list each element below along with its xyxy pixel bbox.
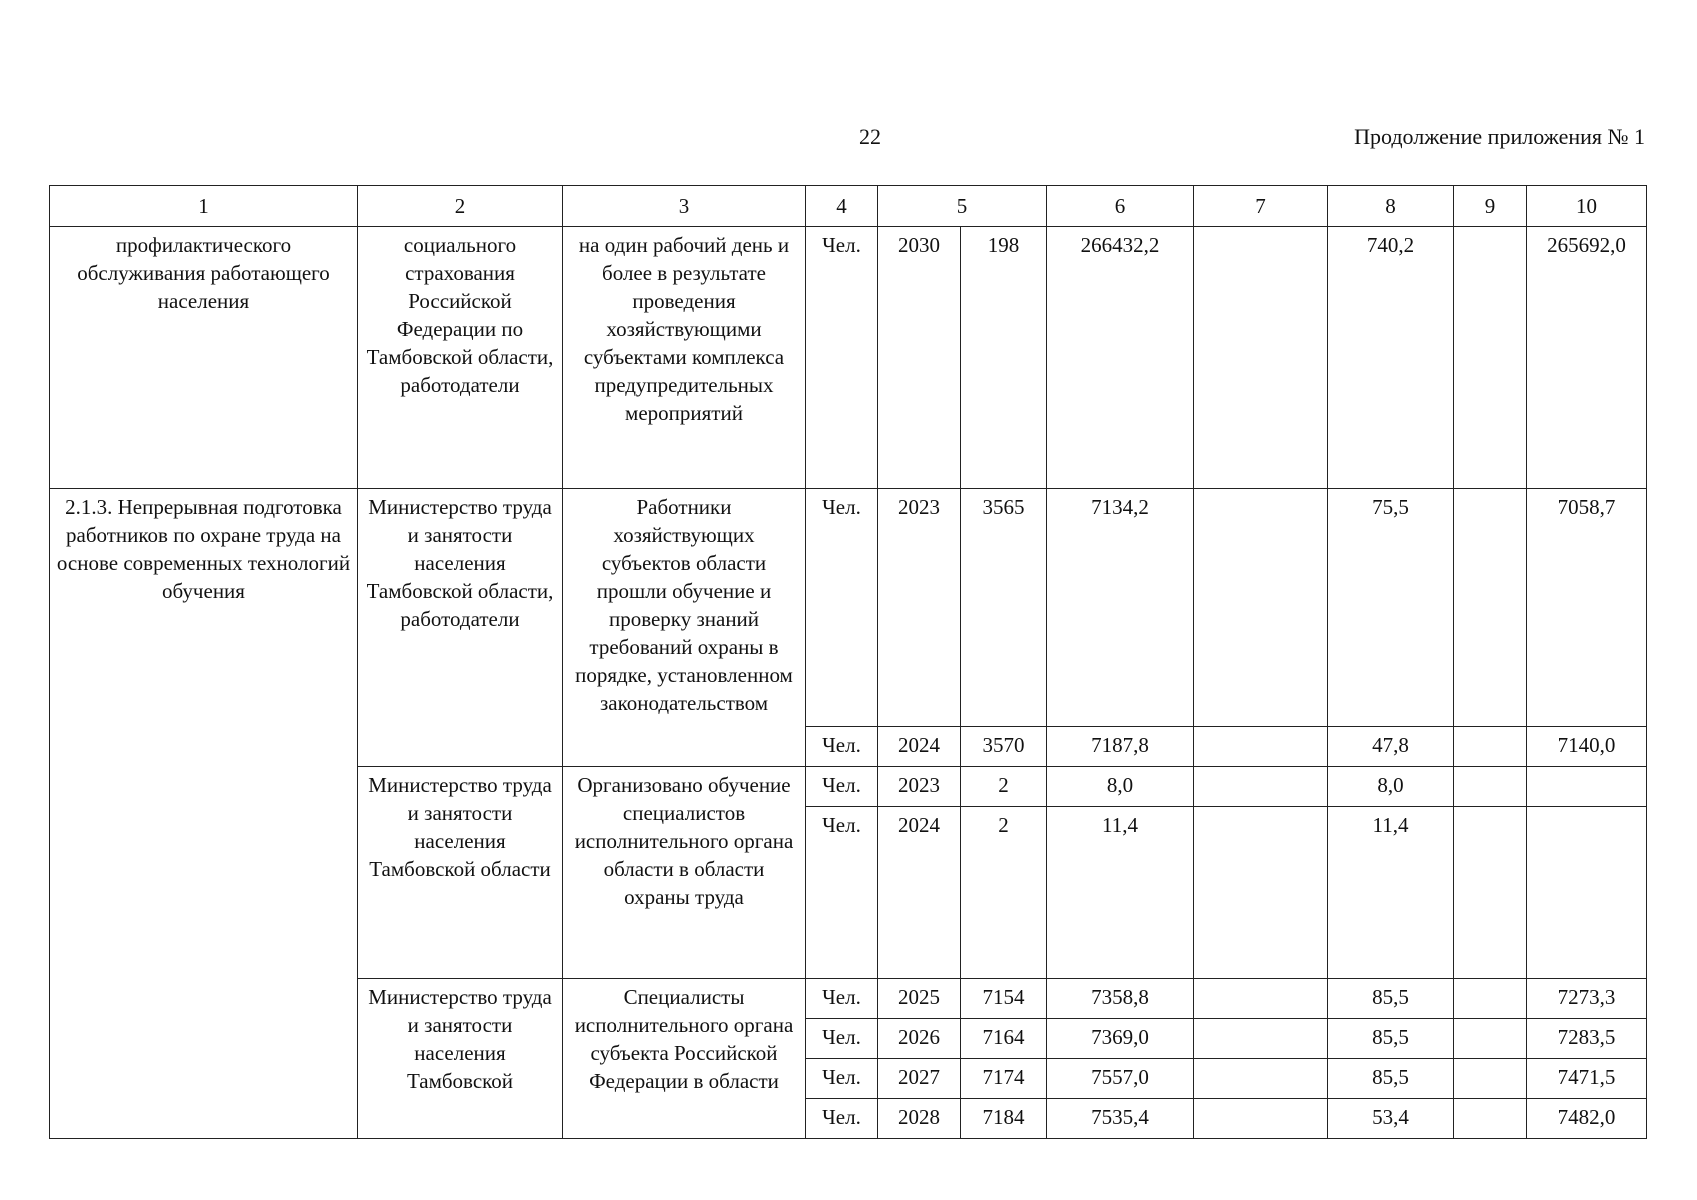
col10-cell: 7058,7	[1527, 489, 1647, 727]
header-col-5: 5	[878, 186, 1047, 227]
responsible-cell: Министерство труда и занятости населения Тамбовской области	[358, 767, 563, 979]
col10-cell	[1527, 807, 1647, 979]
col8-cell: 85,5	[1328, 1059, 1454, 1099]
col10-cell: 265692,0	[1527, 227, 1647, 489]
col9-cell	[1454, 489, 1527, 727]
col10-cell: 7273,3	[1527, 979, 1647, 1019]
total-cell: 7187,8	[1047, 727, 1194, 767]
header-col-7: 7	[1194, 186, 1328, 227]
col8-cell: 75,5	[1328, 489, 1454, 727]
unit-cell: Чел.	[806, 1019, 878, 1059]
total-cell: 8,0	[1047, 767, 1194, 807]
col7-cell	[1194, 807, 1328, 979]
unit-cell: Чел.	[806, 1059, 878, 1099]
col8-cell: 8,0	[1328, 767, 1454, 807]
col8-cell: 740,2	[1328, 227, 1454, 489]
col10-cell: 7140,0	[1527, 727, 1647, 767]
col8-cell: 85,5	[1328, 979, 1454, 1019]
total-cell: 7369,0	[1047, 1019, 1194, 1059]
table-row	[50, 489, 1647, 727]
responsible-cell: Министерство труда и занятости населения Тамбовской	[358, 979, 563, 1139]
header-col-4: 4	[806, 186, 878, 227]
year-cell: 2023	[878, 767, 961, 807]
col8-cell: 11,4	[1328, 807, 1454, 979]
indicator-cell: Работники хозяйствующих субъектов области прошли обучение и проверку знаний требований охраны в порядке, установленном законодательством	[563, 489, 806, 767]
col8-cell: 85,5	[1328, 1019, 1454, 1059]
col7-cell	[1194, 227, 1328, 489]
col10-cell	[1527, 767, 1647, 807]
value-cell: 7184	[961, 1099, 1047, 1139]
total-cell: 7535,4	[1047, 1099, 1194, 1139]
unit-cell: Чел.	[806, 489, 878, 727]
unit-cell: Чел.	[806, 807, 878, 979]
col7-cell	[1194, 1099, 1328, 1139]
total-cell: 7134,2	[1047, 489, 1194, 727]
indicator-cell: Организовано обучение специалистов исполнительного органа области в области охраны труда	[563, 767, 806, 979]
header-col-2: 2	[358, 186, 563, 227]
indicator-cell: на один рабочий день и более в результате проведения хозяйствующими субъектами комплекса предупредительных мероприятий	[563, 227, 806, 489]
unit-cell: Чел.	[806, 767, 878, 807]
value-cell: 3570	[961, 727, 1047, 767]
col7-cell	[1194, 979, 1328, 1019]
col7-cell	[1194, 767, 1328, 807]
value-cell: 7174	[961, 1059, 1047, 1099]
col7-cell	[1194, 489, 1328, 727]
total-cell: 7358,8	[1047, 979, 1194, 1019]
col9-cell	[1454, 807, 1527, 979]
year-cell: 2024	[878, 807, 961, 979]
total-cell: 7557,0	[1047, 1059, 1194, 1099]
header-col-6: 6	[1047, 186, 1194, 227]
col8-cell: 53,4	[1328, 1099, 1454, 1139]
year-cell: 2025	[878, 979, 961, 1019]
col8-cell: 47,8	[1328, 727, 1454, 767]
header-col-3: 3	[563, 186, 806, 227]
unit-cell: Чел.	[806, 979, 878, 1019]
col9-cell	[1454, 767, 1527, 807]
unit-cell: Чел.	[806, 227, 878, 489]
header-col-1: 1	[50, 186, 358, 227]
value-cell: 7164	[961, 1019, 1047, 1059]
col7-cell	[1194, 1019, 1328, 1059]
col10-cell: 7283,5	[1527, 1019, 1647, 1059]
value-cell: 2	[961, 807, 1047, 979]
col7-cell	[1194, 1059, 1328, 1099]
col10-cell: 7471,5	[1527, 1059, 1647, 1099]
value-cell: 3565	[961, 489, 1047, 727]
header-col-8: 8	[1328, 186, 1454, 227]
measure-name-cell: профилактического обслуживания работающего населения	[50, 227, 358, 489]
responsible-cell: Министерство труда и занятости населения Тамбовской области, работодатели	[358, 489, 563, 767]
value-cell: 2	[961, 767, 1047, 807]
total-cell: 266432,2	[1047, 227, 1194, 489]
indicator-cell: Специалисты исполнительного органа субъекта Российской Федерации в области	[563, 979, 806, 1139]
col9-cell	[1454, 1099, 1527, 1139]
header-row	[50, 186, 1647, 227]
year-cell: 2027	[878, 1059, 961, 1099]
year-cell: 2030	[878, 227, 961, 489]
appendix-table	[49, 185, 1647, 1139]
unit-cell: Чел.	[806, 1099, 878, 1139]
year-cell: 2026	[878, 1019, 961, 1059]
col10-cell: 7482,0	[1527, 1099, 1647, 1139]
unit-cell: Чел.	[806, 727, 878, 767]
appendix-continuation-note: Продолжение приложения № 1	[1354, 124, 1645, 149]
responsible-cell: социального страхования Российской Федерации по Тамбовской области, работодатели	[358, 227, 563, 489]
col9-cell	[1454, 227, 1527, 489]
table-row	[50, 227, 1647, 489]
header-col-9: 9	[1454, 186, 1527, 227]
value-cell: 7154	[961, 979, 1047, 1019]
measure-name-cell: 2.1.3. Непрерывная подготовка работников по охране труда на основе современных технологий обучения	[50, 489, 358, 1139]
col9-cell	[1454, 979, 1527, 1019]
col9-cell	[1454, 1019, 1527, 1059]
header-col-10: 10	[1527, 186, 1647, 227]
year-cell: 2028	[878, 1099, 961, 1139]
col9-cell	[1454, 727, 1527, 767]
page-number: 22	[859, 124, 881, 149]
year-cell: 2023	[878, 489, 961, 727]
col7-cell	[1194, 727, 1328, 767]
year-cell: 2024	[878, 727, 961, 767]
total-cell: 11,4	[1047, 807, 1194, 979]
col9-cell	[1454, 1059, 1527, 1099]
value-cell: 198	[961, 227, 1047, 489]
